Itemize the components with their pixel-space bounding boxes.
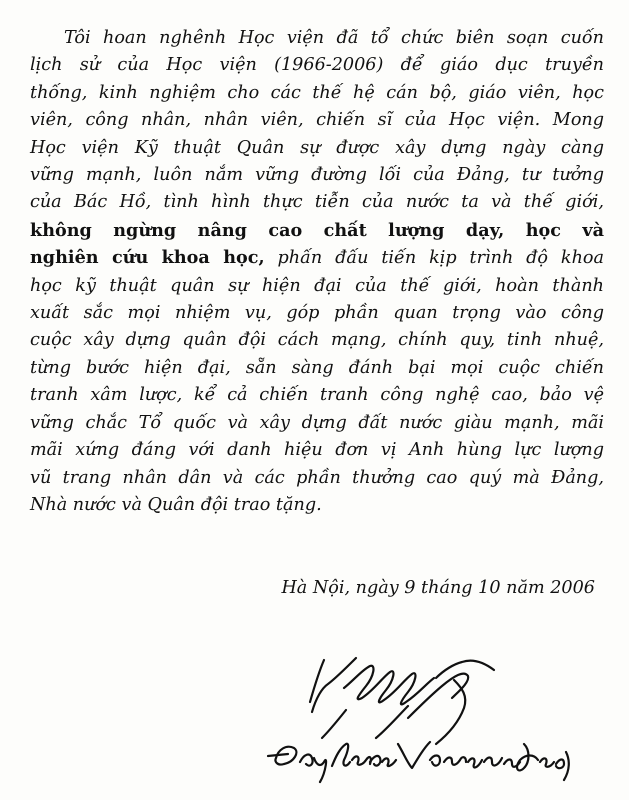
text-line: lịch sử của Học viện (1966-2006) để giáo dục truyền <box>30 55 604 76</box>
text-line: tranh xâm lược, kể cả chiến tranh công nghệ cao, bảo vệ <box>30 385 604 406</box>
regular-segment: phấn đấu tiến kịp trình độ khoa <box>264 248 604 269</box>
text-line: Tôi hoan nghênh Học viện đã tổ chức biên soạn cuốn <box>64 28 604 48</box>
text-line-mixed <box>30 244 604 272</box>
text-line: vững chắc Tổ quốc và xây dựng đất nước giàu mạnh, mãi <box>30 412 604 433</box>
text-line: Nhà nước và Quân đội trao tặng. <box>30 494 322 515</box>
letter-body <box>30 25 604 519</box>
emphasis-segment: nghiên cứu khoa học, <box>30 247 265 269</box>
text-line: vũ trang nhân dân và các phần thưởng cao quý mà Đảng, <box>30 467 604 488</box>
text-line: viên, công nhân, nhân viên, chiến sĩ của Học viện. Mong <box>30 110 604 131</box>
place-date: Hà Nội, ngày 9 tháng 10 năm 2006 <box>281 578 595 598</box>
text-line-emphasis: không ngừng nâng cao chất lượng dạy, học và <box>30 219 604 241</box>
handwritten-signature <box>258 640 598 790</box>
text-line: xuất sắc mọi nhiệm vụ, góp phần quan trọng vào công <box>30 303 604 324</box>
text-line: Học viện Kỹ thuật Quân sự được xây dựng ngày càng <box>30 137 604 158</box>
text-line: cuộc xây dựng quân đội cách mạng, chính quy, tinh nhuệ, <box>30 330 604 351</box>
text-line: vững mạnh, luôn nắm vững đường lối của Đảng, tư tưởng <box>30 165 604 186</box>
text-line: thống, kinh nghiệm cho các thế hệ cán bộ, giáo viên, học <box>30 82 604 103</box>
text-line: mãi xứng đáng với danh hiệu đơn vị Anh hùng lực lượng <box>30 440 604 461</box>
text-line: từng bước hiện đại, sẵn sàng đánh bại mọi cuộc chiến <box>30 357 604 378</box>
text-line: của Bác Hồ, tình hình thực tiễn của nước ta và thế giới, <box>30 192 604 213</box>
text-line: học kỹ thuật quân sự hiện đại của thế giới, hoàn thành <box>30 275 604 296</box>
